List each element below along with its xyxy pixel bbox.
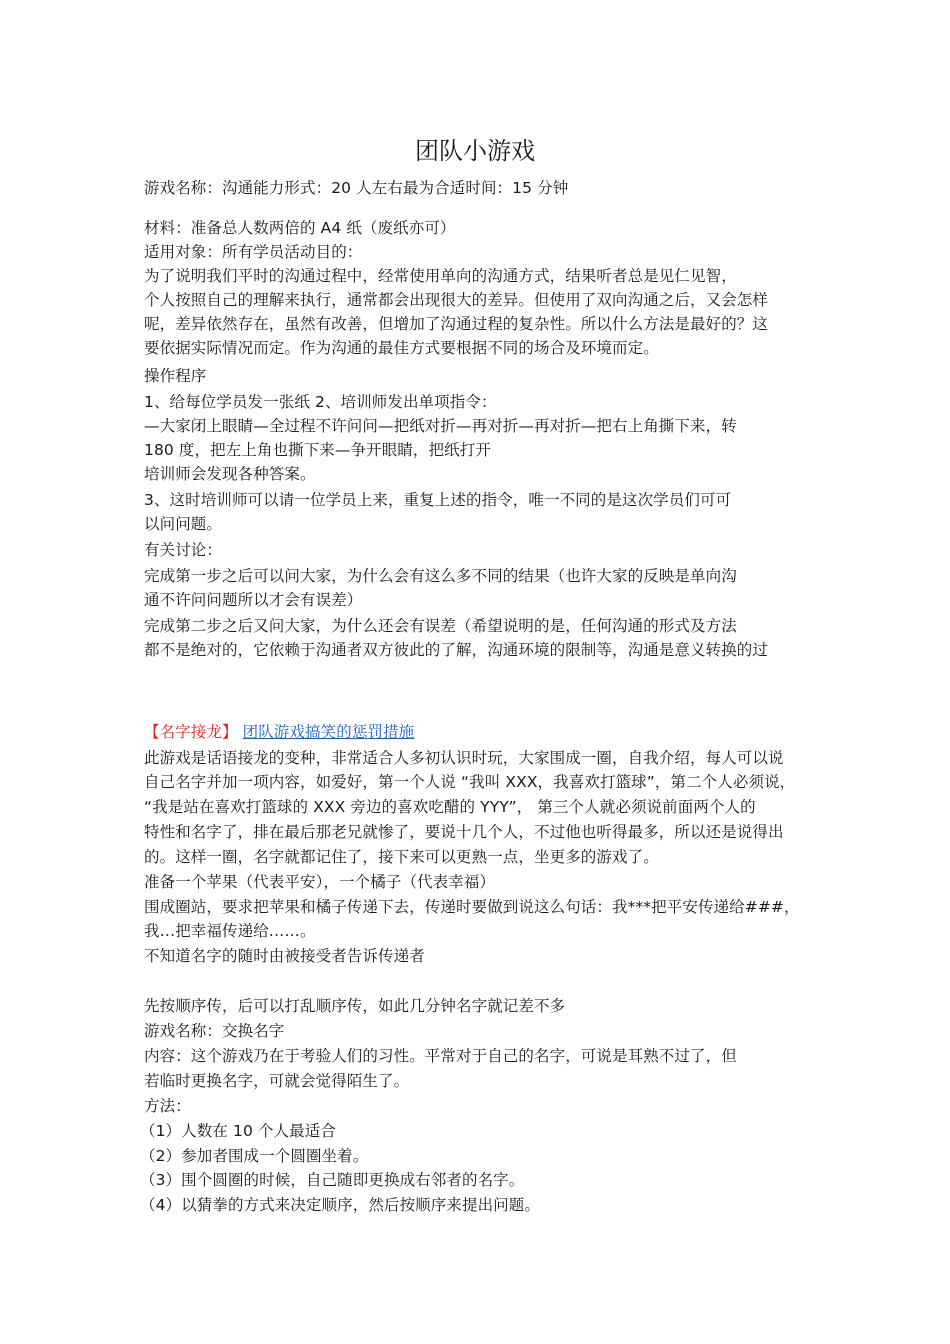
paragraph-line: 要依据实际情况而定。作为沟通的最佳方式要根据不同的场合及环境而定。 [144,339,659,357]
paragraph-line: 培训师会发现各种答案。 [144,465,316,483]
list-item: （1）人数在 10 个人最适合 [140,1122,336,1140]
page-title: 团队小游戏 [415,137,535,165]
paragraph-line: 为了说明我们平时的沟通过程中，经常使用单向的沟通方式，结果听者总是见仁见智， [144,267,737,285]
paragraph-line: 完成第一步之后可以问大家，为什么会有这么多不同的结果（也许大家的反映是单向沟 [144,567,737,585]
list-item: （4）以猜拳的方式来决定顺序，然后按顺序来提出问题。 [140,1196,540,1214]
paragraph-line: 3、这时培训师可以请一位学员上来，重复上述的指令，唯一不同的是这次学员们可可 [144,491,732,509]
paragraph-line: 此游戏是话语接龙的变种，非常适合人多初认识时玩，大家围成一圈，自我介绍，每人可以说 [144,749,784,767]
paragraph-line: 操作程序 [144,367,207,385]
paragraph-line: 通不许问问题所以才会有误差） [144,591,363,609]
paragraph-line: 游戏名称：沟通能力形式：20 人左右最为合适时间：15 分钟 [144,179,569,197]
paragraph-line: 个人按照自己的理解来执行，通常都会出现很大的差异。但使用了双向沟通之后，又会怎样 [144,291,769,309]
heading-link[interactable]: 团队游戏搞笑的惩罚措施 [242,723,415,741]
paragraph-line: 游戏名称：交换名字 [144,1022,285,1040]
paragraph-line: “我是站在喜欢打篮球的 XXX 旁边的喜欢吃醋的 YYY”， 第三个人就必须说前面两个人的 [144,798,756,816]
paragraph-line: 适用对象：所有学员活动目的： [144,243,363,261]
paragraph-line: 都不是绝对的，它依赖于沟通者双方彼此的了解，沟通环境的限制等，沟通是意义转换的过 [144,641,769,659]
paragraph-line: 围成圈站，要求把苹果和橘子传递下去，传递时要做到说这么句话：我***把平安传递给###， [144,898,800,916]
paragraph-line: 以问问题。 [144,515,223,533]
paragraph-line: 呢，差异依然存在，虽然有改善，但增加了沟通过程的复杂性。所以什么方法是最好的？这 [144,315,769,333]
paragraph-line: 准备一个苹果（代表平安），一个橘子（代表幸福） [144,873,496,891]
list-item: （3）围个圆圈的时候，自己随即更换成右邻者的名字。 [140,1171,525,1189]
paragraph-line: 特性和名字了，排在最后那老兄就惨了，要说十几个人，不过他也听得最多，所以还是说得出 [144,823,784,841]
paragraph-line: 的。这样一圈，名字就都记住了，接下来可以更熟一点，坐更多的游戏了。 [144,848,659,866]
heading-tag: 【名字接龙】 [144,723,238,741]
paragraph-line: —大家闭上眼睛—全过程不许问问—把纸对折—再对折—再对折—把右上角撕下来，转 [144,417,737,435]
paragraph-line: 内容：这个游戏乃在于考验人们的习性。平常对于自己的名字，可说是耳熟不过了，但 [144,1047,737,1065]
paragraph-line: 若临时更换名字，可就会觉得陌生了。 [144,1072,410,1090]
paragraph-line: 自己名字并加一项内容，如爱好，第一个人说 “我叫 XXX，我喜欢打篮球”，第二个人必须说， [144,773,796,791]
paragraph-line: 有关讨论： [144,541,223,559]
paragraph-line: 方法： [144,1097,191,1115]
list-item: （2）参加者围成一个圆圈坐着。 [140,1147,369,1165]
paragraph-line: 1、给每位学员发一张纸 2、培训师发出单项指令： [144,393,497,411]
paragraph-line: 我…把幸福传递给……。 [144,922,316,940]
paragraph-line: 先按顺序传，后可以打乱顺序传，如此几分钟名字就记差不多 [144,997,566,1015]
paragraph-line: 完成第二步之后又问大家，为什么还会有误差（希望说明的是，任何沟通的形式及方法 [144,617,737,635]
paragraph-line: 180 度，把左上角也撕下来—争开眼睛，把纸打开 [144,441,491,459]
section-heading [144,720,414,744]
paragraph-line: 材料：准备总人数两倍的 A4 纸（废纸亦可） [144,219,456,237]
paragraph-line: 不知道名字的随时由被接受者告诉传递者 [144,947,425,965]
